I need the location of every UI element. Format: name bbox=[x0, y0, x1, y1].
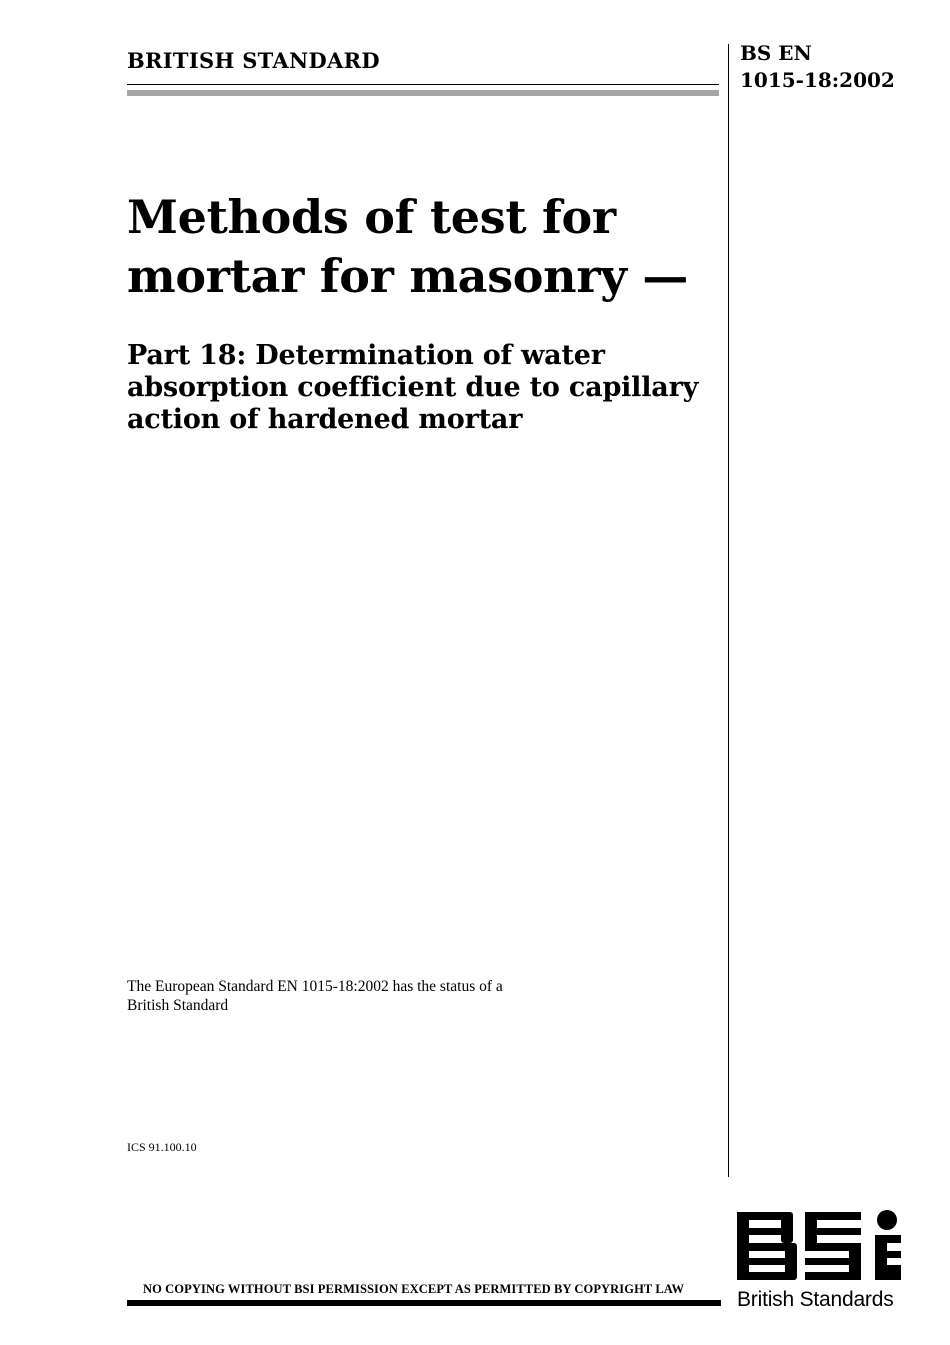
status-line2: British Standard bbox=[127, 997, 229, 1014]
subtitle-line1: Part 18: Determination of water bbox=[127, 340, 605, 371]
document-title bbox=[127, 188, 707, 306]
bsi-logo bbox=[737, 1210, 905, 1312]
status-statement bbox=[127, 977, 647, 1015]
subtitle-line2: absorption coefficient due to capillary bbox=[127, 372, 699, 403]
series-label: BRITISH STANDARD bbox=[127, 48, 380, 73]
title-line2: mortar for masonry — bbox=[127, 249, 689, 303]
document-subtitle bbox=[127, 340, 717, 436]
ics-code: ICS 91.100.10 bbox=[127, 1140, 197, 1154]
standard-code bbox=[740, 40, 895, 94]
title-line1: Methods of test for bbox=[127, 190, 616, 244]
subtitle-line3: action of hardened mortar bbox=[127, 404, 523, 435]
header-rule-thick bbox=[127, 90, 719, 96]
header-rule-thin bbox=[127, 84, 719, 85]
logo-text: British Standards bbox=[737, 1288, 894, 1311]
bsi-wordmark-icon bbox=[737, 1210, 905, 1282]
standard-code-line1: BS EN bbox=[740, 41, 812, 65]
copyright-notice: NO COPYING WITHOUT BSI PERMISSION EXCEPT AS PERMITTED BY COPYRIGHT LAW bbox=[143, 1282, 685, 1296]
status-line1: The European Standard EN 1015-18:2002 has the status of a bbox=[127, 978, 503, 995]
footer-rule bbox=[127, 1300, 721, 1306]
vertical-rule bbox=[728, 44, 729, 1177]
standard-code-line2: 1015-18:2002 bbox=[740, 68, 895, 92]
